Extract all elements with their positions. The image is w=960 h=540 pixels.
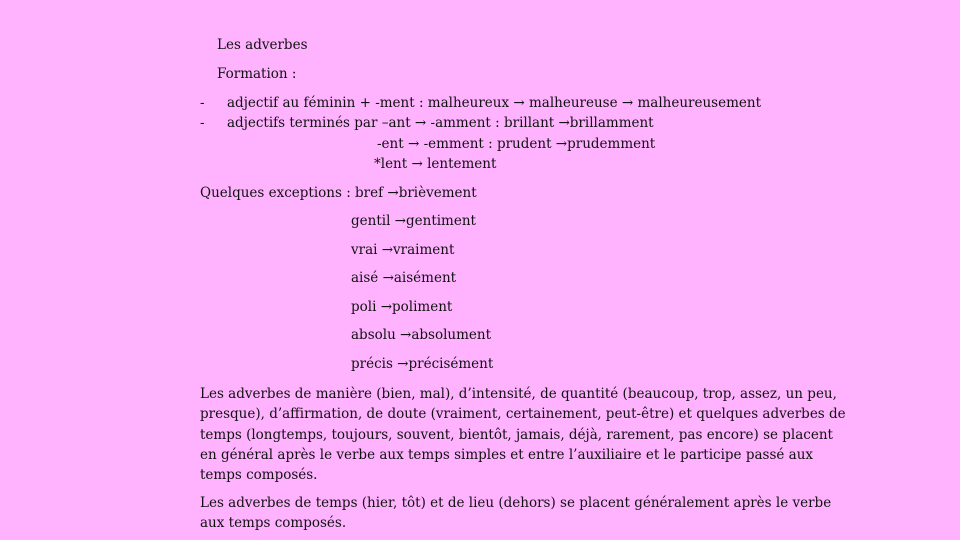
exception-item: aisé →aisément	[351, 270, 457, 286]
exception-item: vrai →vraiment	[351, 242, 455, 258]
rule-continuation-lent: *lent → lentement	[374, 156, 497, 172]
exception-item: absolu →absolument	[351, 327, 492, 343]
rule-text: adjectifs terminés par –ant → -amment : brillant →brillamment	[227, 115, 654, 131]
exception-item: précis →précisément	[351, 356, 494, 372]
rule-continuation-ent: -ent → -emment : prudent →prudemment	[377, 136, 656, 152]
bullet-dash: -	[200, 95, 205, 111]
placement-paragraph-1: Les adverbes de manière (bien, mal), d’intensité, de quantité (beaucoup, trop, assez, un peu, presque), d’affirmation, de doute (vraiment, certainement, peut-être) et quelques adverbes de temps (longtemps, toujours, souvent, bientôt, jamais, déjà, rarement, pas encore) se placent en général après le verbe aux temps simples et entre l’auxiliaire et le participe passé aux temps composés.	[200, 386, 846, 484]
exceptions-intro: Quelques exceptions : bref →brièvement	[200, 185, 477, 201]
placement-paragraph-2: Les adverbes de temps (hier, tôt) et de lieu (dehors) se placent généralement après le verbe aux temps composés.	[200, 495, 832, 532]
formation-heading: Formation :	[217, 66, 297, 82]
page-title: Les adverbes	[217, 37, 308, 53]
rule-text: adjectif au féminin + -ment : malheureux → malheureuse → malheureusement	[227, 95, 761, 111]
bullet-dash: -	[200, 115, 205, 131]
exception-item: gentil →gentiment	[351, 213, 476, 229]
exception-item: poli →poliment	[351, 299, 453, 315]
